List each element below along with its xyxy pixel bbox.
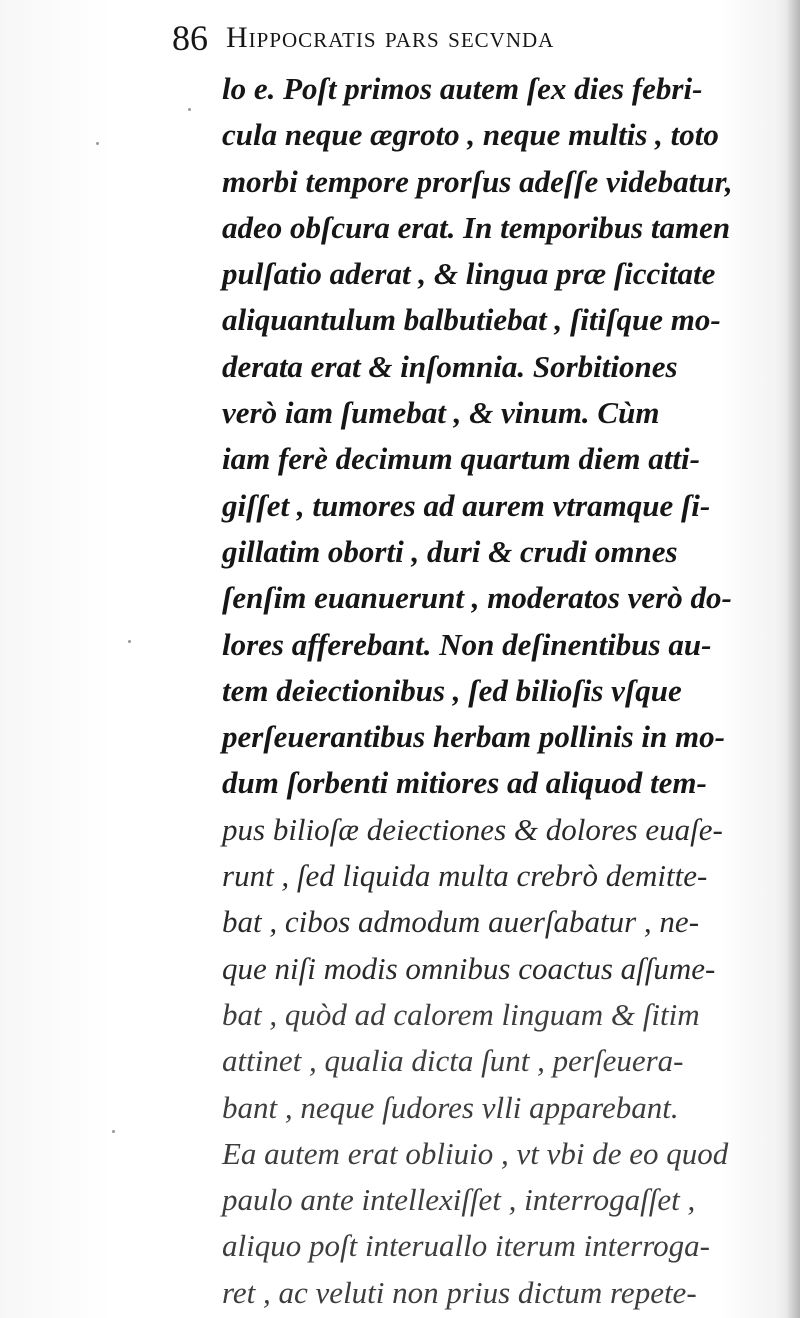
text-line: perſeuerantibus herbam pollinis in mo- xyxy=(222,719,725,755)
text-line: pus bilioſæ deiectiones & dolores euaſe- xyxy=(222,811,723,847)
ink-speck xyxy=(96,142,99,145)
text-line: paulo ante intellexiſſet , interrogaſſet , xyxy=(222,1182,696,1218)
text-line: verò iam ſumebat , & vinum. Cùm xyxy=(222,395,660,431)
page-edge-shadow xyxy=(786,0,800,1318)
text-line: gillatim oborti , duri & crudi omnes xyxy=(222,533,678,569)
text-line: bat , quòd ad calorem linguam & ſitim xyxy=(222,996,700,1032)
ink-speck xyxy=(112,1130,115,1133)
page-number: 86 xyxy=(172,18,208,58)
text-line: pulſatio aderat , & lingua præ ſiccitate xyxy=(222,256,716,292)
text-line: dum ſorbenti mitiores ad aliquod tem- xyxy=(222,765,707,801)
text-line: que niſi modis omnibus coactus aſſume- xyxy=(222,950,716,986)
ink-speck xyxy=(128,640,131,643)
text-line: aliquo poſt interuallo iterum interroga- xyxy=(222,1228,710,1264)
text-line: adeo obſcura erat. In temporibus tamen xyxy=(222,209,731,245)
text-line: runt , ſed liquida multa crebrò demitte- xyxy=(222,858,708,894)
running-head: Hippocratis pars secvnda xyxy=(226,21,555,54)
text-line: Ea autem erat obliuio , vt vbi de eo quod xyxy=(222,1135,729,1171)
text-line: cula neque ægroto , neque multis , toto xyxy=(222,117,719,153)
text-line: bat , cibos admodum auerſabatur , ne- xyxy=(222,904,700,940)
text-line: attinet , qualia dicta ſunt , perſeuera- xyxy=(222,1043,684,1079)
body-text xyxy=(222,66,782,1316)
text-line: lores afferebant. Non deſinentibus au- xyxy=(222,626,712,662)
text-line: bant , neque ſudores vlli apparebant. xyxy=(222,1089,679,1125)
text-line: iam ferè decimum quartum diem atti- xyxy=(222,441,700,477)
text-line: lo e. Poſt primos autem ſex dies febri- xyxy=(222,71,703,106)
ink-speck xyxy=(188,108,191,111)
text-line: morbi tempore prorſus adeſſe videbatur, xyxy=(222,163,733,199)
page-header xyxy=(172,14,784,60)
text-line: ſenſim euanuerunt , moderatos verò do- xyxy=(222,580,732,616)
text-line: aliquantulum balbutiebat , ſitiſque mo- xyxy=(222,302,721,338)
text-line: derata erat & inſomnia. Sorbitiones xyxy=(222,348,678,384)
text-line: ret , ac veluti non prius dictum repete- xyxy=(222,1274,697,1310)
text-line: tem deiectionibus , ſed bilioſis vſque xyxy=(222,672,682,708)
text-line: giſſet , tumores ad aurem vtramque ſi- xyxy=(222,487,711,523)
